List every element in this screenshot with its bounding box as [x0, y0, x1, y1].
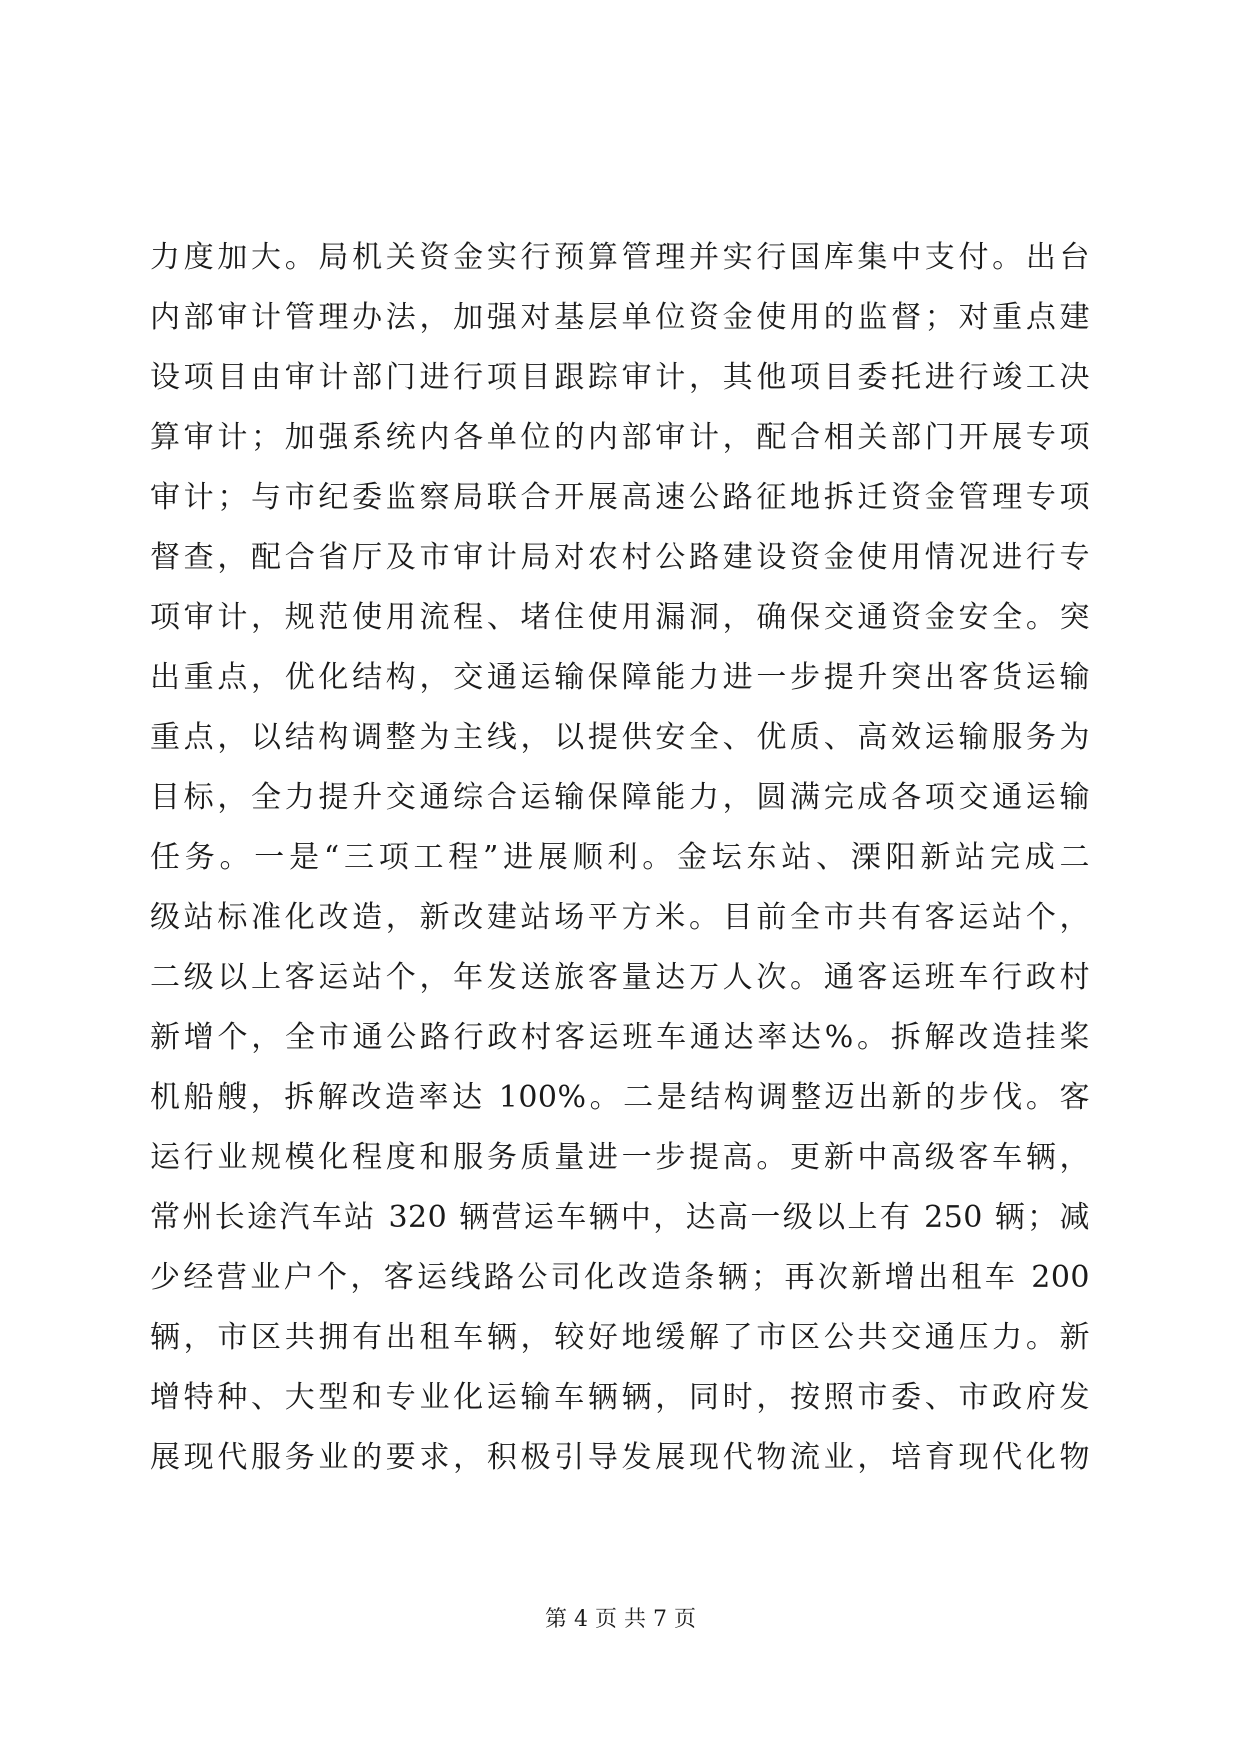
- text-line: 展现代服务业的要求，积极引导发展现代物流业，培育现代化物: [150, 1440, 1090, 1475]
- text-line: 任务。一是“三项工程”进展顺利。金坛东站、溧阳新站完成二: [150, 840, 1090, 875]
- text-line: 内部审计管理办法，加强对基层单位资金使用的监督；对重点建: [150, 300, 1090, 335]
- text-line: 审计；与市纪委监察局联合开展高速公路征地拆迁资金管理专项: [150, 480, 1090, 515]
- text-line: 重点，以结构调整为主线，以提供安全、优质、高效运输服务为: [150, 720, 1090, 755]
- text-line: 少经营业户个，客运线路公司化改造条辆；再次新增出租车 200: [150, 1260, 1090, 1295]
- text-line: 增特种、大型和专业化运输车辆辆，同时，按照市委、市政府发: [150, 1380, 1090, 1415]
- text-line: 二级以上客运站个，年发送旅客量达万人次。通客运班车行政村: [150, 960, 1090, 995]
- text-line: 出重点，优化结构，交通运输保障能力进一步提升突出客货运输: [150, 660, 1090, 695]
- text-line: 算审计；加强系统内各单位的内部审计，配合相关部门开展专项: [150, 420, 1090, 455]
- text-line: 目标，全力提升交通综合运输保障能力，圆满完成各项交通运输: [150, 780, 1090, 815]
- text-line: 运行业规模化程度和服务质量进一步提高。更新中高级客车辆，: [150, 1140, 1090, 1175]
- text-line: 机船艘，拆解改造率达 100%。二是结构调整迈出新的步伐。客: [150, 1080, 1090, 1115]
- text-line: 常州长途汽车站 320 辆营运车辆中，达高一级以上有 250 辆；减: [150, 1200, 1090, 1235]
- text-line: 级站标准化改造，新改建站场平方米。目前全市共有客运站个，: [150, 900, 1090, 935]
- text-line: 辆，市区共拥有出租车辆，较好地缓解了市区公共交通压力。新: [150, 1320, 1090, 1355]
- body-text: [150, 228, 1090, 1488]
- text-line: 项审计，规范使用流程、堵住使用漏洞，确保交通资金安全。突: [150, 600, 1090, 635]
- page-number-footer: 第 4 页 共 7 页: [545, 1607, 696, 1632]
- text-line: 新增个，全市通公路行政村客运班车通达率达%。拆解改造挂桨: [150, 1020, 1090, 1055]
- text-line: 督查，配合省厅及市审计局对农村公路建设资金使用情况进行专: [150, 540, 1090, 575]
- text-line: 设项目由审计部门进行项目跟踪审计，其他项目委托进行竣工决: [150, 360, 1090, 395]
- text-line: 力度加大。局机关资金实行预算管理并实行国库集中支付。出台: [150, 240, 1090, 275]
